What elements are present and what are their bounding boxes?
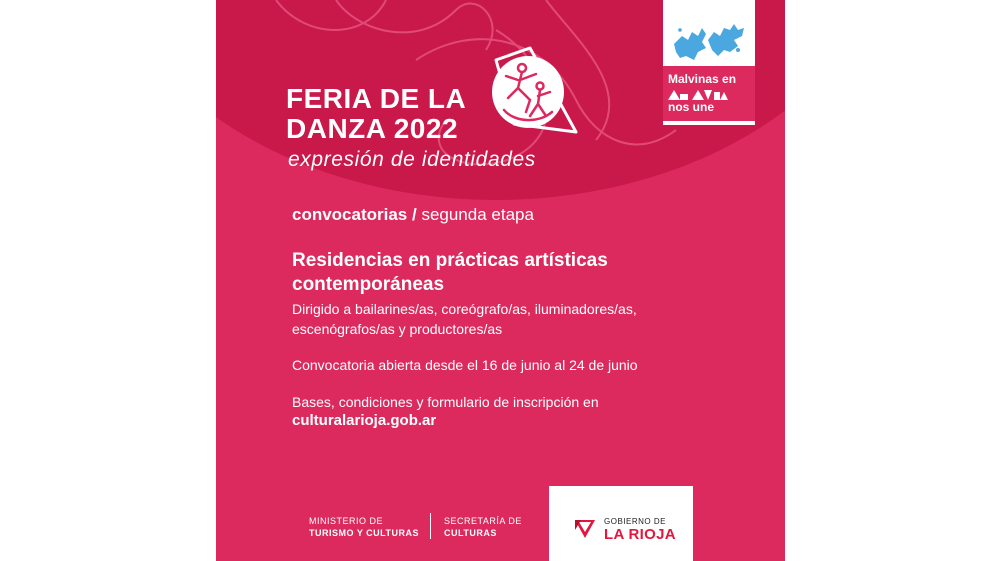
call-stage: segunda etapa [416,205,534,224]
malvinas-line-3: nos une [668,100,715,114]
secretaria-line-1: SECRETARÍA DE [444,516,522,526]
ministerio-label [309,515,419,539]
left-margin [0,0,216,561]
gobierno-logo-box [549,486,693,561]
footer-divider [430,513,431,539]
malvinas-text [668,72,736,114]
ministerio-line-2: TURISMO Y CULTURAS [309,528,420,538]
event-subtitle: expresión de identidades [288,148,536,171]
event-title-line-1: FERIA DE LA [286,83,467,114]
gobierno-label: GOBIERNO DE [604,517,666,526]
event-title-line-2: DANZA 2022 [286,113,459,144]
website-link[interactable]: culturalarioja.gob.ar [292,412,437,429]
la-rioja-mark-icon [573,516,597,540]
call-stage-line [292,205,534,225]
secretaria-label [444,515,522,539]
dancers-globe-icon [478,40,582,144]
poster [216,0,785,561]
malvinas-map-icon [668,14,750,68]
secretaria-line-2: CULTURAS [444,528,497,538]
la-rioja-shapes-icon [668,86,736,100]
la-rioja-label: LA RIOJA [604,526,676,543]
call-label: convocatorias / [292,205,417,224]
directed-to-text: Dirigido a bailarines/as, coreógrafo/as, iluminadores/as, escenógrafos/as y productores/as [292,301,637,337]
right-margin [785,0,1000,561]
ministerio-line-1: MINISTERIO DE [309,516,384,526]
open-call-dates: Convocatoria abierta desde el 16 de junio al 24 de junio [292,357,638,373]
bases-text: Bases, condiciones y formulario de inscripción en [292,394,599,410]
malvinas-line-1: Malvinas en [668,72,737,86]
residencias-title: Residencias en prácticas artísticas contemporáneas [292,250,608,295]
